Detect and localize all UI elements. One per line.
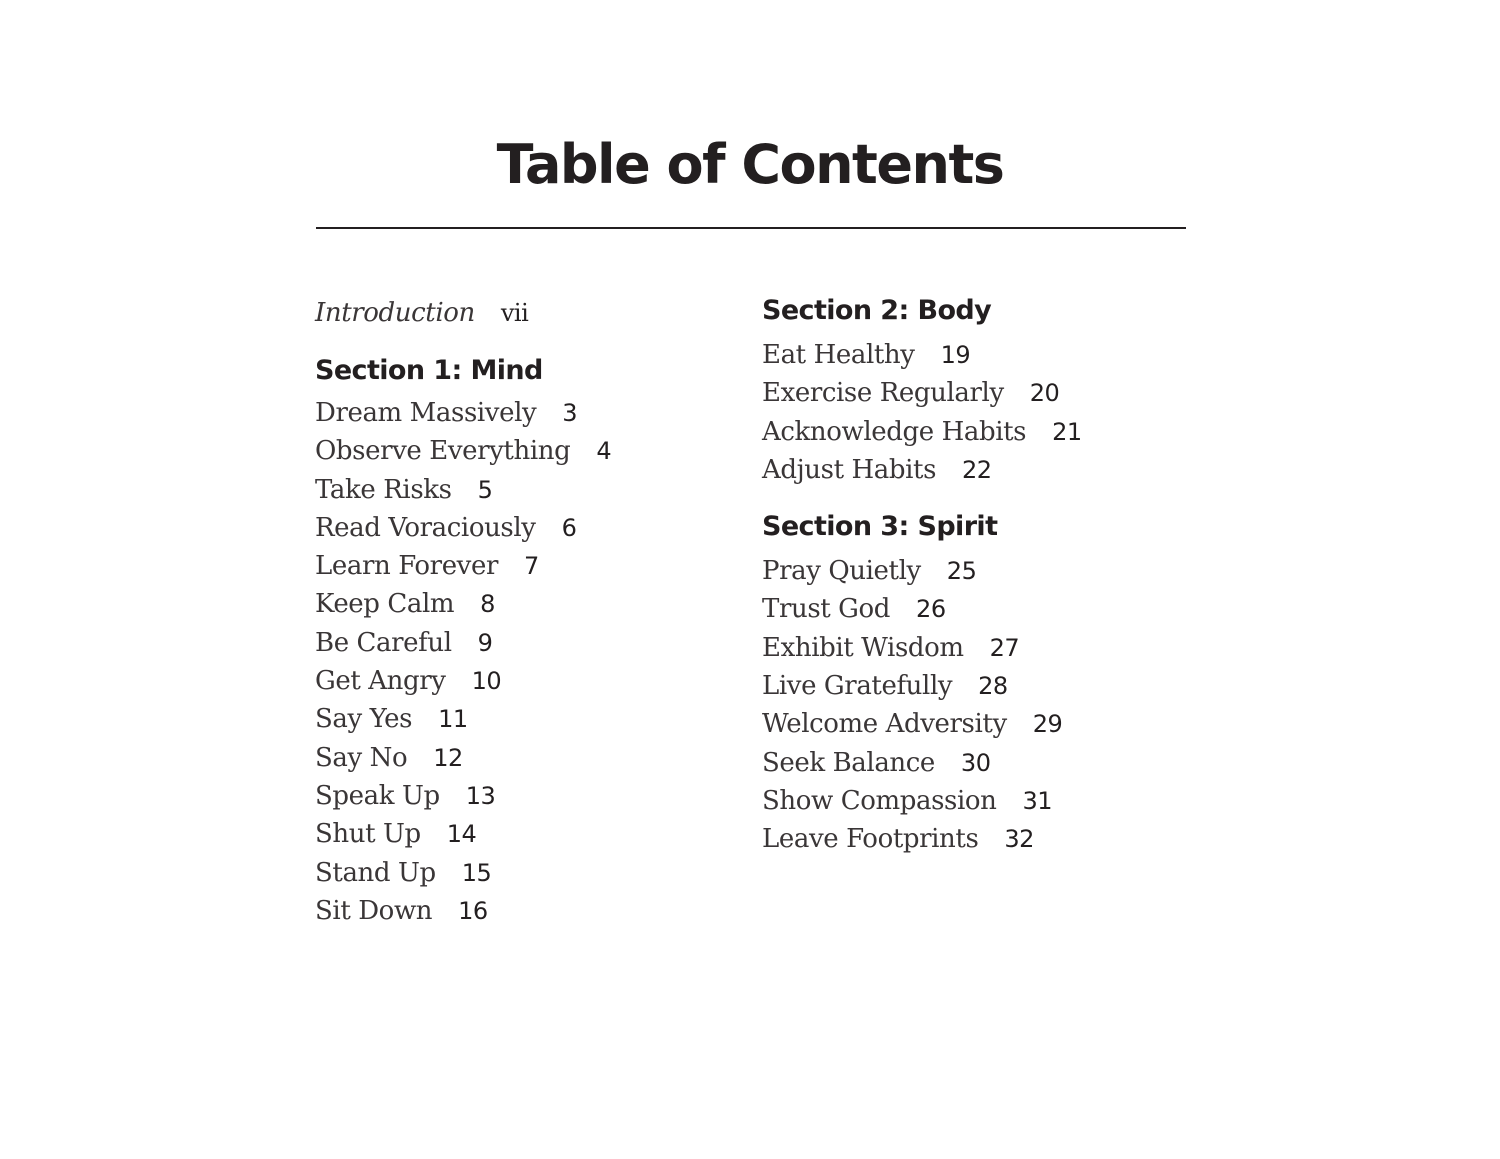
toc-entry[interactable] <box>315 547 735 585</box>
toc-entry[interactable] <box>315 432 735 470</box>
toc-entry-label: Acknowledge Habits <box>762 416 1027 447</box>
toc-entry[interactable] <box>762 413 1182 451</box>
toc-entry-label: Observe Everything <box>315 436 571 467</box>
toc-entry-label: Exercise Regularly <box>762 378 1004 409</box>
toc-entry-page: 19 <box>940 341 971 369</box>
toc-entry-label: Get Angry <box>315 666 446 697</box>
toc-entry-page: 32 <box>1004 825 1034 854</box>
toc-entry[interactable] <box>315 471 735 509</box>
toc-entry-page: 7 <box>523 552 539 581</box>
toc-entry[interactable] <box>762 705 1182 743</box>
toc-entry-page: 22 <box>962 455 992 484</box>
toc-entry-label: Trust God <box>762 594 891 625</box>
toc-entry-label: Pray Quietly <box>762 556 921 587</box>
toc-entry-page: vii <box>500 299 529 327</box>
toc-entry[interactable] <box>315 815 735 853</box>
toc-entry-page: 14 <box>446 820 477 849</box>
toc-entry[interactable] <box>315 892 735 930</box>
toc-entry-page: 31 <box>1022 786 1053 815</box>
toc-entry-label: Be Careful <box>315 627 452 658</box>
toc-entry-page: 6 <box>561 513 577 542</box>
toc-column-right <box>762 292 1182 859</box>
toc-entry[interactable] <box>315 509 735 547</box>
toc-entry[interactable] <box>315 700 735 738</box>
toc-entry-label: Live Gratefully <box>762 671 953 702</box>
section-heading-spirit: Section 3: Spirit <box>762 511 998 543</box>
toc-entry-page: 29 <box>1032 710 1063 739</box>
toc-entry-page: 9 <box>477 628 493 657</box>
toc-entry-page: 4 <box>596 437 612 466</box>
toc-entry[interactable] <box>762 451 1182 489</box>
section-heading-mind: Section 1: Mind <box>315 355 543 386</box>
toc-entry[interactable] <box>762 336 1182 374</box>
toc-entry-label: Introduction <box>315 298 475 328</box>
page-title: Table of Contents <box>496 133 1004 196</box>
toc-entry-label: Exhibit Wisdom <box>762 632 964 663</box>
toc-entry[interactable] <box>762 552 1182 590</box>
toc-entry-label: Leave Footprints <box>762 824 979 855</box>
toc-entry-label: Eat Healthy <box>762 340 915 370</box>
toc-entry[interactable] <box>762 629 1182 667</box>
toc-entry-page: 10 <box>471 667 502 696</box>
toc-entry[interactable] <box>315 662 735 700</box>
toc-entry[interactable] <box>762 744 1182 782</box>
toc-entry-label: Take Risks <box>315 474 452 505</box>
toc-entry-label: Stand Up <box>315 857 436 888</box>
toc-entry-label: Read Voraciously <box>315 512 536 543</box>
toc-entry-label: Dream Massively <box>315 398 537 428</box>
toc-entry-label: Keep Calm <box>315 589 455 620</box>
toc-entry-page: 12 <box>433 743 463 772</box>
toc-entry-page: 16 <box>458 896 488 925</box>
toc-entry-page: 28 <box>978 672 1008 701</box>
toc-entry-label: Learn Forever <box>315 551 498 582</box>
toc-entry-page: 11 <box>438 705 468 734</box>
toc-entry[interactable] <box>762 374 1182 412</box>
toc-entry[interactable] <box>762 782 1182 820</box>
toc-entry-page: 5 <box>477 475 493 504</box>
toc-entry[interactable] <box>315 854 735 892</box>
toc-entry[interactable] <box>315 777 735 815</box>
toc-entry-label: Adjust Habits <box>762 454 937 485</box>
toc-entry[interactable] <box>315 739 735 777</box>
toc-entry-page: 26 <box>916 595 946 624</box>
toc-entry-label: Shut Up <box>315 819 421 850</box>
toc-entry-page: 27 <box>989 633 1020 662</box>
toc-entry[interactable] <box>762 667 1182 705</box>
toc-entry-label: Say No <box>315 742 408 773</box>
toc-entry-introduction[interactable] <box>315 292 735 334</box>
toc-entry[interactable] <box>762 590 1182 628</box>
toc-entry-page: 30 <box>960 748 991 777</box>
toc-entry[interactable] <box>315 585 735 623</box>
toc-entry[interactable] <box>762 820 1182 858</box>
toc-entry[interactable] <box>315 394 735 432</box>
toc-entry-page: 15 <box>461 858 492 887</box>
toc-entry-label: Welcome Adversity <box>762 709 1007 740</box>
toc-entry-label: Seek Balance <box>762 747 935 778</box>
toc-entry-page: 8 <box>480 590 495 619</box>
title-divider <box>316 227 1186 229</box>
toc-entry-page: 13 <box>465 781 496 810</box>
toc-entry-label: Show Compassion <box>762 785 997 816</box>
toc-entry-page: 3 <box>562 399 578 427</box>
toc-entry-label: Say Yes <box>315 704 413 735</box>
toc-entry-label: Speak Up <box>315 780 440 811</box>
toc-column-left <box>315 292 735 930</box>
toc-entry-label: Sit Down <box>315 895 433 926</box>
section-heading-body: Section 2: Body <box>762 295 992 326</box>
toc-entry-page: 25 <box>946 557 977 586</box>
toc-entry-page: 20 <box>1029 379 1060 408</box>
toc-entry[interactable] <box>315 624 735 662</box>
toc-entry-page: 21 <box>1052 417 1082 446</box>
